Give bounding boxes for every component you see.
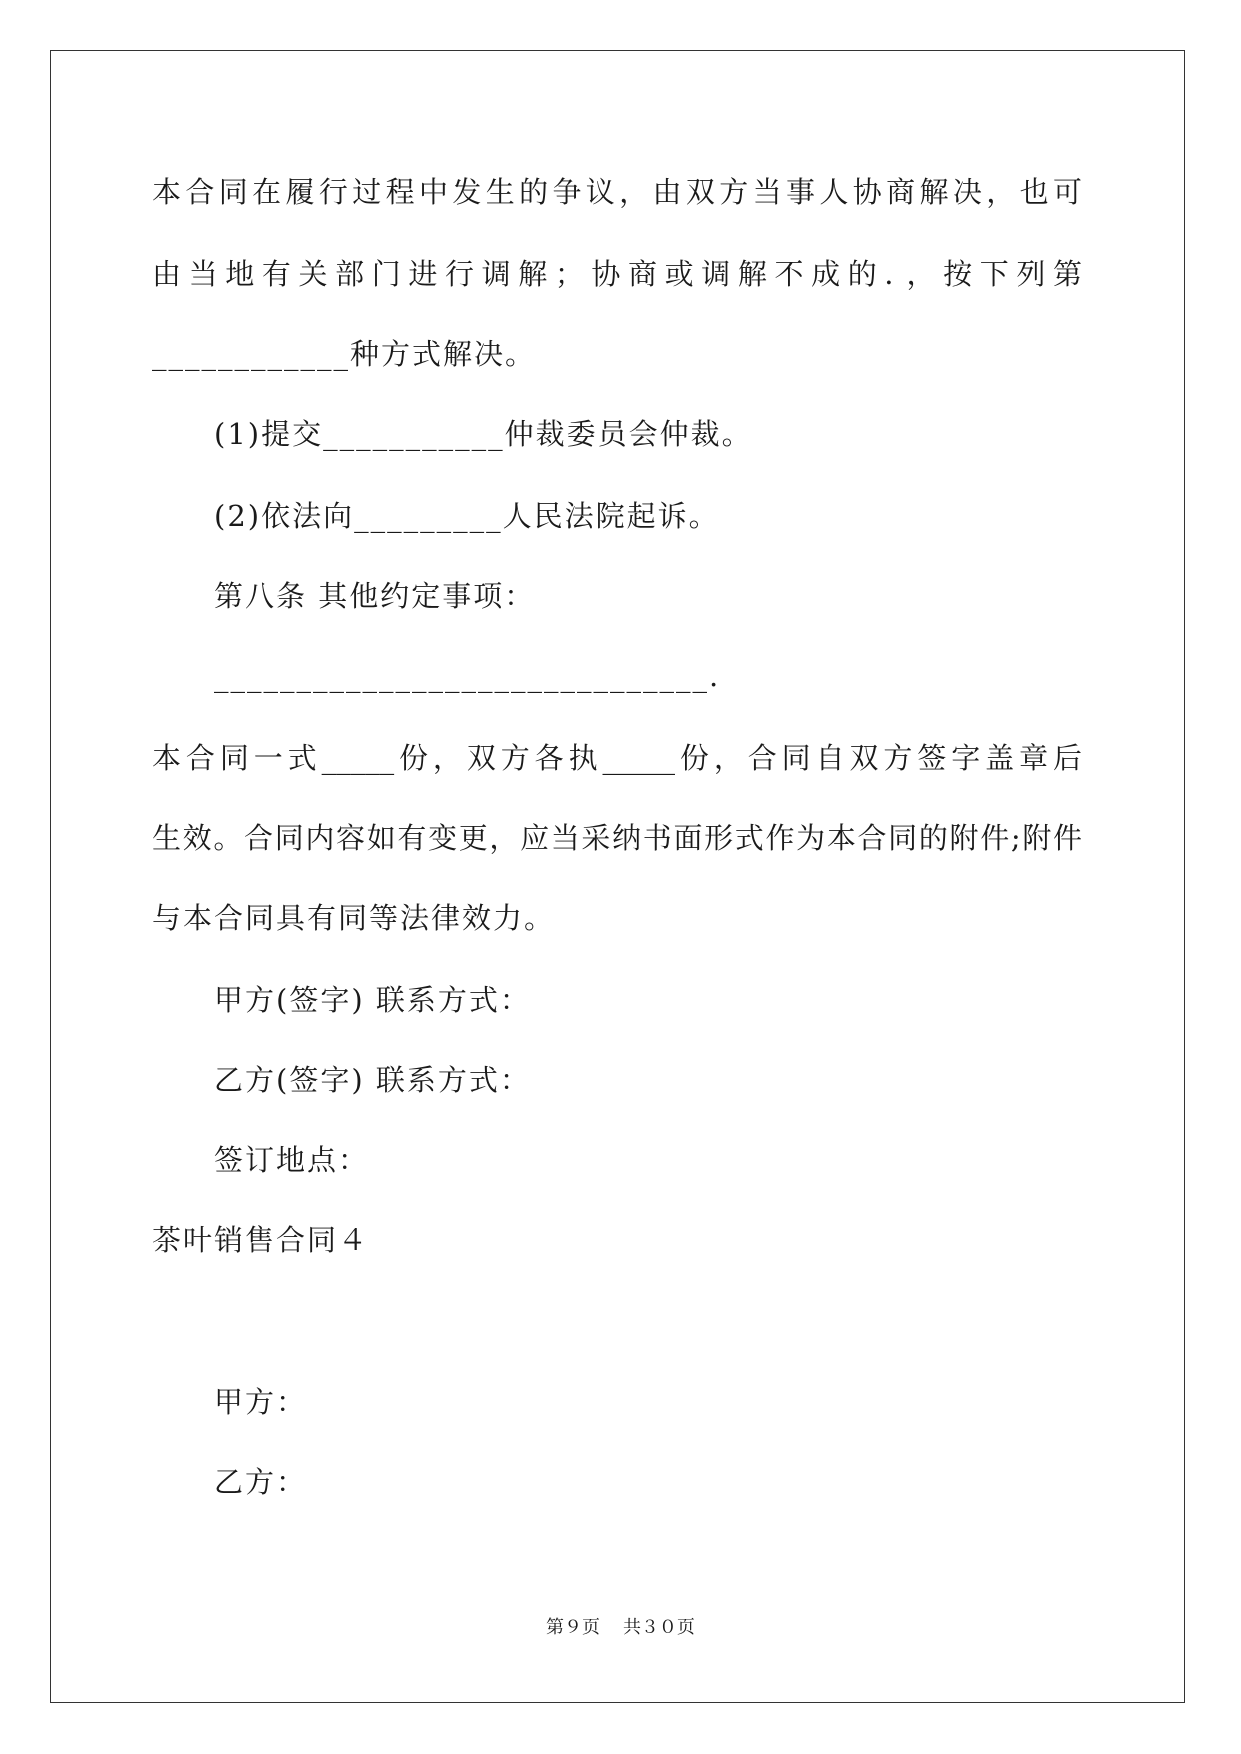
page-total: 共３０页 xyxy=(622,1617,695,1638)
section-title: 茶叶销售合同４ xyxy=(152,1223,370,1257)
party-b-signature: 乙方(签字) 联系方式： xyxy=(214,1063,531,1097)
page-number: 第９页 xyxy=(546,1617,601,1638)
page-frame xyxy=(50,50,1185,1703)
other-matters-blank: ______________________________. xyxy=(214,659,721,693)
paragraph-dispute-line-3: ____________种方式解决。 xyxy=(152,337,537,371)
paragraph-dispute-line-2: 由当地有关部门进行调解；协商或调解不成的．，按下列第 xyxy=(152,257,1082,291)
paragraph-dispute-line-1: 本合同在履行过程中发生的争议，由双方当事人协商解决，也可 xyxy=(152,175,1082,209)
paragraph-copies-line-3: 与本合同具有同等法律效力。 xyxy=(152,901,556,935)
party-a-signature: 甲方(签字) 联系方式： xyxy=(214,983,531,1017)
party-a-label: 甲方： xyxy=(214,1385,308,1419)
signing-place: 签订地点： xyxy=(214,1143,370,1177)
page-footer xyxy=(0,1616,1241,1640)
option-lawsuit: (2)依法向_________人民法院起诉。 xyxy=(214,499,720,533)
paragraph-copies-line-1: 本合同一式_____份，双方各执_____份，合同自双方签字盖章后 xyxy=(152,741,1082,775)
option-arbitration: (1)提交___________仲裁委员会仲裁。 xyxy=(214,417,753,451)
paragraph-copies-line-2: 生效。合同内容如有变更，应当采纳书面形式作为本合同的附件;附件 xyxy=(152,821,1082,855)
article-eight-heading: 第八条 其他约定事项： xyxy=(214,579,536,613)
party-b-label: 乙方： xyxy=(214,1465,308,1499)
